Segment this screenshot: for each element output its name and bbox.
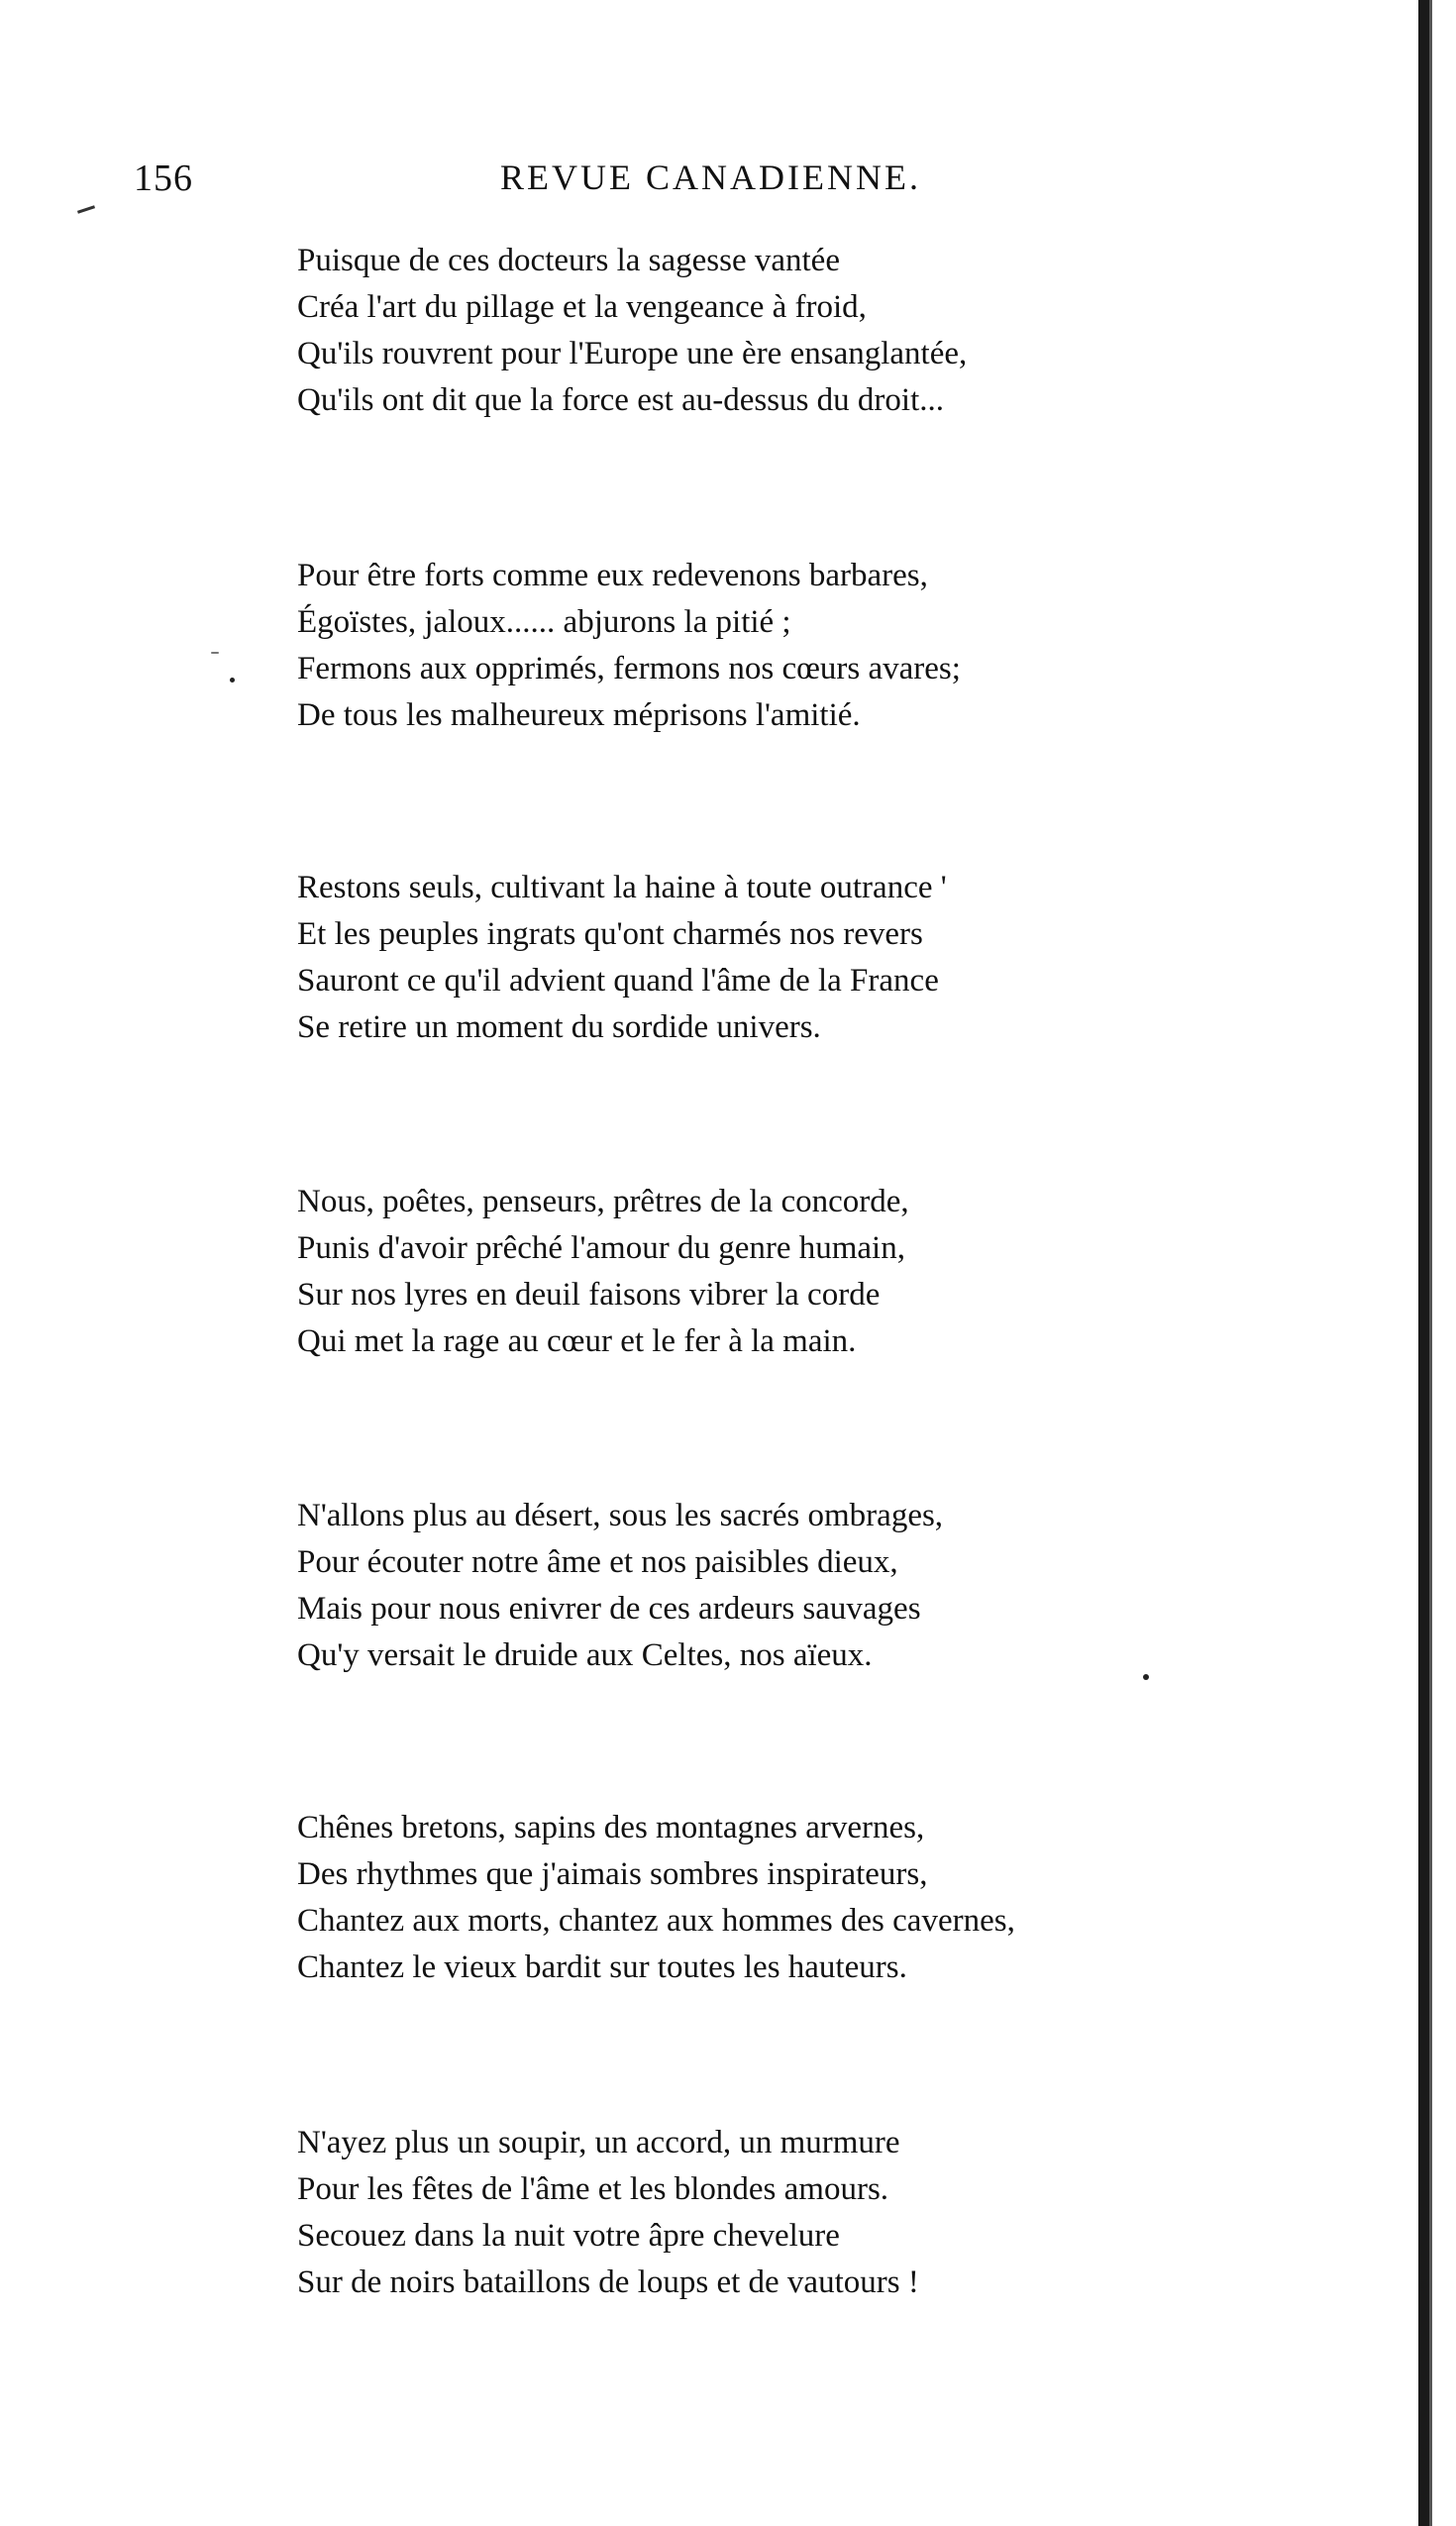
binding-edge-shade (1429, 0, 1432, 2526)
verse-line: Nous, poêtes, penseurs, prêtres de la concorde, (297, 1184, 909, 1219)
stanza (297, 1179, 1189, 1365)
verse-line: Qu'y versait le druide aux Celtes, nos aïeux. (297, 1637, 873, 1673)
margin-mark (77, 205, 95, 213)
ink-speck (230, 678, 235, 683)
stanza (297, 1805, 1189, 1991)
verse-line: N'ayez plus un soupir, un accord, un murmure (297, 2125, 900, 2160)
verse-line: De tous les malheureux méprisons l'amitié. (297, 697, 861, 733)
verse-line: Sur de noirs bataillons de loups et de vautours ! (297, 2264, 919, 2300)
running-title: REVUE CANADIENNE. (500, 158, 921, 197)
verse-line: Qu'ils rouvrent pour l'Europe une ère ensanglantée, (297, 336, 968, 371)
verse-line: Qu'ils ont dit que la force est au-dessus du droit... (297, 382, 944, 418)
verse-line: Égoïstes, jaloux...... abjurons la pitié ; (297, 604, 791, 640)
verse-line: Pour écouter notre âme et nos paisibles dieux, (297, 1544, 898, 1580)
stanza (297, 865, 1189, 1051)
page-number: 156 (134, 158, 193, 199)
verse-line: Et les peuples ingrats qu'ont charmés nos revers (297, 916, 923, 952)
verse-line: Chênes bretons, sapins des montagnes arvernes, (297, 1810, 925, 1845)
verse-line: Secouez dans la nuit votre âpre chevelure (297, 2218, 840, 2254)
verse-line: Des rhythmes que j'aimais sombres inspirateurs, (297, 1856, 928, 1892)
stanza (297, 553, 1189, 739)
ink-speck (211, 652, 219, 654)
verse-line: Qui met la rage au cœur et le fer à la main. (297, 1323, 857, 1359)
verse-line: Sur nos lyres en deuil faisons vibrer la corde (297, 1277, 881, 1313)
verse-line: Punis d'avoir prêché l'amour du genre humain, (297, 1230, 905, 1266)
verse-line: Se retire un moment du sordide univers. (297, 1009, 821, 1045)
stanza (297, 238, 1189, 424)
verse-line: Puisque de ces docteurs la sagesse vantée (297, 243, 840, 278)
verse-line: Chantez le vieux bardit sur toutes les hauteurs. (297, 1949, 907, 1985)
verse-line: Pour les fêtes de l'âme et les blondes amours. (297, 2171, 889, 2207)
verse-line: Restons seuls, cultivant la haine à toute outrance ' (297, 870, 947, 905)
verse-line: N'allons plus au désert, sous les sacrés ombrages, (297, 1498, 944, 1533)
verse-line: Mais pour nous enivrer de ces ardeurs sauvages (297, 1591, 921, 1627)
verse-line: Chantez aux morts, chantez aux hommes des cavernes, (297, 1903, 1015, 1939)
stanza (297, 1493, 1189, 1679)
verse-line: Fermons aux opprimés, fermons nos cœurs avares; (297, 651, 961, 686)
verse-line: Créa l'art du pillage et la vengeance à froid, (297, 289, 867, 325)
verse-line: Pour être forts comme eux redevenons barbares, (297, 558, 928, 593)
ink-speck (1143, 1674, 1149, 1680)
stanza (297, 2120, 1189, 2306)
verse-line: Sauront ce qu'il advient quand l'âme de la France (297, 963, 939, 999)
binding-edge (1418, 0, 1429, 2526)
